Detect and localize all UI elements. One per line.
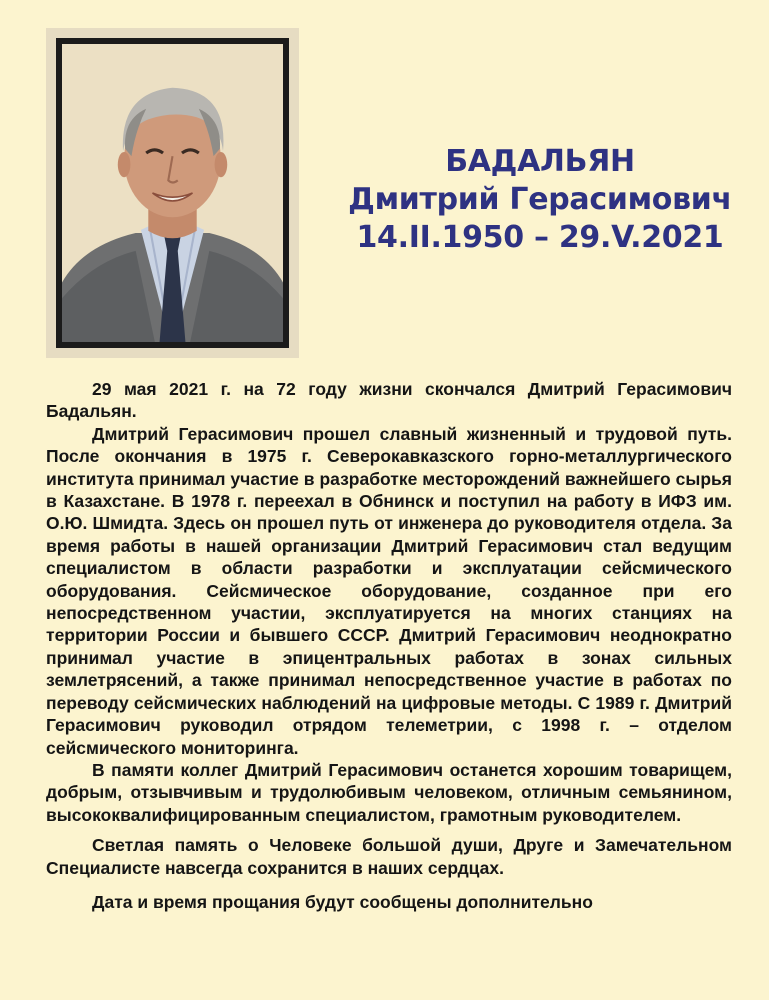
paragraph-tribute: Светлая память о Человеке большой души, Друге и Замечательном Специалисте навсегда сохранится в наших сердцах. (46, 835, 732, 878)
paragraph-career: Дмитрий Герасимович прошел славный жизненный и трудовой путь. После окончания в 1975 г. Северокавказского горно-металлургического института принимал участие в разработке месторождений важнейшего сырья в Казахстане. В 1978 г. переехал в Обнинск и поступил на работу в ИФЗ им. О.Ю. Шмидта. Здесь он прошел путь от инженера до руководителя отдела. За время работы в нашей организации Дмитрий Герасимович стал ведущим специалистом в области разработки и эксплуатации сейсмического оборудования. Сейсмическое оборудование, созданное при его непосредственном участии, эксплуатируется на многих станциях на территории России и бывшего СССР. Дмитрий Герасимович неоднократно принимал участие в эпицентральных работах в зонах сильных землетрясений, а также принимал непосредственное участие в работах по переводу сейсмических наблюдений на цифровые методы. С 1989 г. Дмитрий Герасимович руководил отрядом телеметрии, с 1998 г. – отделом сейсмического мониторинга. (46, 423, 732, 758)
mourning-frame (56, 38, 289, 348)
full-name: Дмитрий Герасимович (348, 182, 732, 217)
portrait-image (62, 44, 283, 342)
obituary-header (320, 143, 760, 257)
life-dates: 14.II.1950 – 29.V.2021 (356, 220, 724, 255)
portrait-photo (46, 28, 299, 358)
surname: БАДАЛЬЯН (445, 144, 635, 179)
obituary-text (46, 378, 732, 913)
paragraph-death-notice: 29 мая 2021 г. на 72 году жизни скончался Дмитрий Герасимович Бадальян. (46, 379, 732, 422)
paragraph-farewell-note: Дата и время прощания будут сообщены дополнительно (92, 891, 593, 912)
paragraph-memory: В памяти коллег Дмитрий Герасимович останется хорошим товарищем, добрым, отзывчивым и трудолюбивым человеком, отличным семьянином, высококвалифицированным специалистом, грамотным руководителем. (46, 759, 732, 825)
